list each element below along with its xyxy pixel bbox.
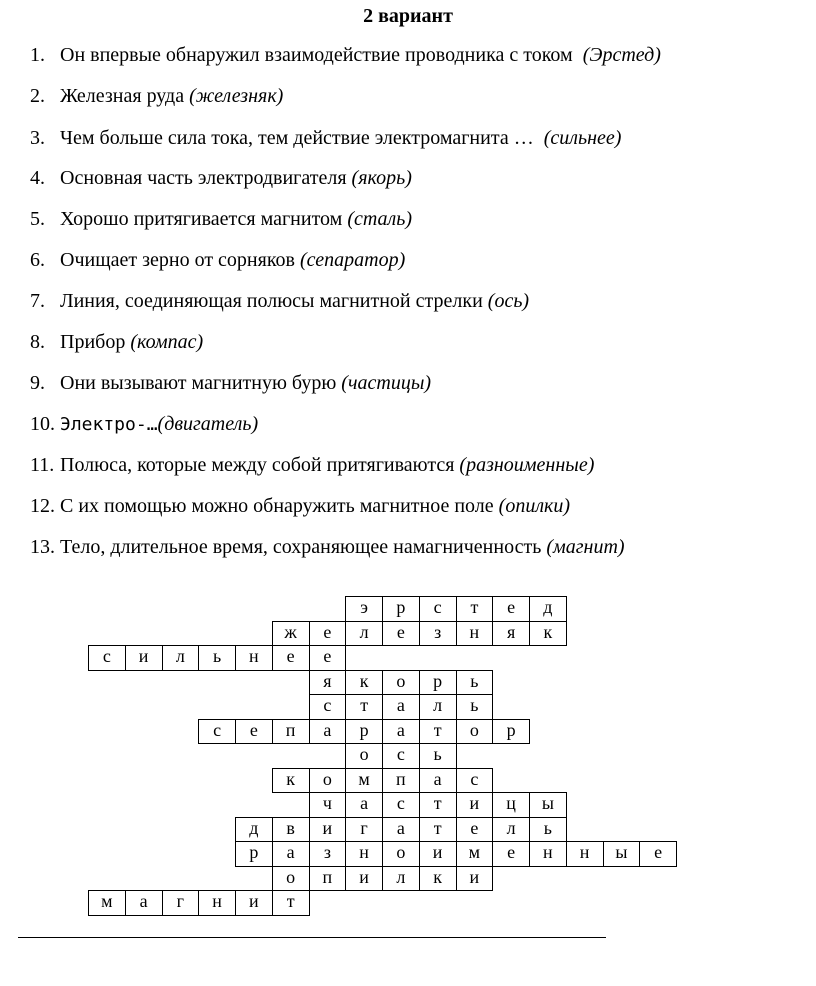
question-text: Основная часть электродвигателя	[60, 167, 352, 189]
question-11	[30, 453, 594, 477]
question-text: Они вызывают магнитную бурю	[60, 372, 342, 394]
crossword-cell: с	[88, 645, 126, 671]
question-answer: (железняк)	[189, 85, 284, 107]
crossword-cell: е	[309, 621, 347, 647]
crossword-cell: р	[419, 670, 457, 696]
question-answer: (Эрстед)	[582, 44, 661, 66]
question-text: Полюса, которые между собой притягиваются	[60, 454, 460, 476]
crossword-cell: д	[235, 817, 273, 843]
crossword-cell: ь	[456, 694, 494, 720]
question-2	[30, 84, 283, 108]
question-text: Железная руда	[60, 85, 190, 107]
crossword-cell: т	[272, 890, 310, 916]
crossword-cell: с	[419, 596, 457, 622]
crossword-cell: п	[272, 719, 310, 745]
crossword-cell: н	[235, 645, 273, 671]
question-answer: (якорь)	[351, 167, 412, 189]
crossword-cell: л	[162, 645, 200, 671]
question-8	[30, 330, 203, 354]
crossword-cell: п	[309, 866, 347, 892]
question-number: 8.	[30, 331, 45, 353]
question-text: Он впервые обнаружил взаимодействие проводника с током	[60, 44, 583, 66]
crossword-cell: ж	[272, 621, 310, 647]
crossword-cell: ы	[529, 792, 567, 818]
crossword-cell: о	[309, 768, 347, 794]
crossword-cell: е	[235, 719, 273, 745]
crossword-cell: н	[529, 841, 567, 867]
crossword-cell: и	[309, 817, 347, 843]
crossword-cell: е	[639, 841, 677, 867]
question-answer: (частицы)	[341, 372, 432, 394]
question-answer: (разноименные)	[459, 454, 595, 476]
question-5	[30, 207, 412, 231]
crossword-cell: м	[345, 768, 383, 794]
question-answer: (опилки)	[498, 495, 571, 517]
crossword-cell: ь	[419, 743, 457, 769]
crossword-cell: а	[382, 817, 420, 843]
crossword-cell: р	[345, 719, 383, 745]
crossword-cell: м	[88, 890, 126, 916]
crossword-cell: л	[382, 866, 420, 892]
question-text: Хорошо притягивается магнитом	[60, 208, 348, 230]
crossword-cell: а	[345, 792, 383, 818]
crossword-cell: с	[456, 768, 494, 794]
question-answer: (сталь)	[347, 208, 413, 230]
crossword-cell: л	[345, 621, 383, 647]
crossword-cell: в	[272, 817, 310, 843]
crossword-cell: ч	[309, 792, 347, 818]
crossword-cell: т	[419, 817, 457, 843]
question-text: Прибор	[60, 331, 131, 353]
crossword-cell: о	[382, 670, 420, 696]
crossword-cell: н	[566, 841, 604, 867]
crossword-cell: ц	[492, 792, 530, 818]
crossword-cell: р	[382, 596, 420, 622]
question-number: 13.	[30, 536, 55, 558]
question-answer: (компас)	[130, 331, 204, 353]
question-text: Линия, соединяющая полюсы магнитной стрелки	[60, 290, 488, 312]
crossword-cell: а	[272, 841, 310, 867]
crossword-cell: к	[419, 866, 457, 892]
crossword-cell: о	[345, 743, 383, 769]
crossword-cell: а	[309, 719, 347, 745]
question-text: Тело, длительное время, сохраняющее намагниченность	[60, 536, 547, 558]
crossword-cell: и	[419, 841, 457, 867]
question-number: 2.	[30, 85, 45, 107]
question-text: С их помощью можно обнаружить магнитное поле	[60, 495, 499, 517]
question-6	[30, 248, 405, 272]
crossword-cell: и	[456, 866, 494, 892]
crossword-cell: и	[456, 792, 494, 818]
crossword-cell: о	[456, 719, 494, 745]
crossword-cell: и	[235, 890, 273, 916]
question-10	[30, 412, 258, 437]
question-number: 10.	[30, 413, 55, 435]
crossword-cell: к	[529, 621, 567, 647]
crossword-cell: и	[345, 866, 383, 892]
crossword-cell: т	[456, 596, 494, 622]
crossword-cell: г	[345, 817, 383, 843]
crossword-cell: т	[345, 694, 383, 720]
question-answer: (сепаратор)	[299, 249, 406, 271]
crossword-cell: с	[309, 694, 347, 720]
question-3	[30, 126, 621, 150]
crossword-cell: е	[309, 645, 347, 671]
crossword-cell: з	[309, 841, 347, 867]
question-answer: (ось)	[487, 290, 530, 312]
question-number: 4.	[30, 167, 45, 189]
question-text: Электро-…	[60, 414, 158, 435]
question-7	[30, 289, 529, 313]
question-number: 11.	[30, 454, 55, 476]
crossword-cell: г	[162, 890, 200, 916]
crossword-cell: л	[419, 694, 457, 720]
question-12	[30, 494, 570, 518]
crossword-cell: а	[125, 890, 163, 916]
question-number: 1.	[30, 44, 45, 66]
question-number: 6.	[30, 249, 45, 271]
question-number: 3.	[30, 127, 45, 149]
crossword-cell: т	[419, 792, 457, 818]
question-text: Чем больше сила тока, тем действие электромагнита …	[60, 127, 544, 149]
crossword-cell: и	[125, 645, 163, 671]
question-13	[30, 535, 625, 559]
crossword-cell: л	[492, 817, 530, 843]
page-title: 2 вариант	[363, 5, 453, 27]
question-number: 9.	[30, 372, 45, 394]
crossword-cell: е	[456, 817, 494, 843]
crossword-cell: я	[492, 621, 530, 647]
question-4	[30, 166, 412, 190]
crossword-cell: н	[456, 621, 494, 647]
question-text: Очищает зерно от сорняков	[60, 249, 300, 271]
crossword-cell: ь	[529, 817, 567, 843]
crossword-cell: к	[345, 670, 383, 696]
crossword-cell: о	[382, 841, 420, 867]
crossword-cell: е	[492, 841, 530, 867]
crossword-cell: м	[456, 841, 494, 867]
crossword-cell: д	[529, 596, 567, 622]
question-number: 7.	[30, 290, 45, 312]
crossword-cell: с	[382, 743, 420, 769]
crossword-cell: э	[345, 596, 383, 622]
crossword-cell: ь	[198, 645, 236, 671]
crossword-cell: н	[198, 890, 236, 916]
crossword-cell: к	[272, 768, 310, 794]
crossword-cell: с	[198, 719, 236, 745]
crossword-cell: а	[419, 768, 457, 794]
question-answer: (двигатель)	[157, 413, 259, 435]
crossword-cell: я	[309, 670, 347, 696]
crossword-cell: ы	[603, 841, 641, 867]
question-number: 5.	[30, 208, 45, 230]
crossword-cell: р	[235, 841, 273, 867]
question-answer: (магнит)	[546, 536, 625, 558]
baseline-rule	[18, 937, 606, 938]
crossword-cell: е	[492, 596, 530, 622]
crossword-cell: з	[419, 621, 457, 647]
question-9	[30, 371, 431, 395]
crossword-cell: а	[382, 694, 420, 720]
crossword-cell: е	[272, 645, 310, 671]
crossword-cell: т	[419, 719, 457, 745]
crossword-cell: р	[492, 719, 530, 745]
crossword-cell: а	[382, 719, 420, 745]
crossword-cell: е	[382, 621, 420, 647]
crossword-cell: н	[345, 841, 383, 867]
crossword-cell: п	[382, 768, 420, 794]
crossword-cell: с	[382, 792, 420, 818]
question-number: 12.	[30, 495, 55, 517]
question-1	[30, 43, 661, 67]
crossword-cell: о	[272, 866, 310, 892]
question-answer: (сильнее)	[543, 127, 622, 149]
crossword-cell: ь	[456, 670, 494, 696]
